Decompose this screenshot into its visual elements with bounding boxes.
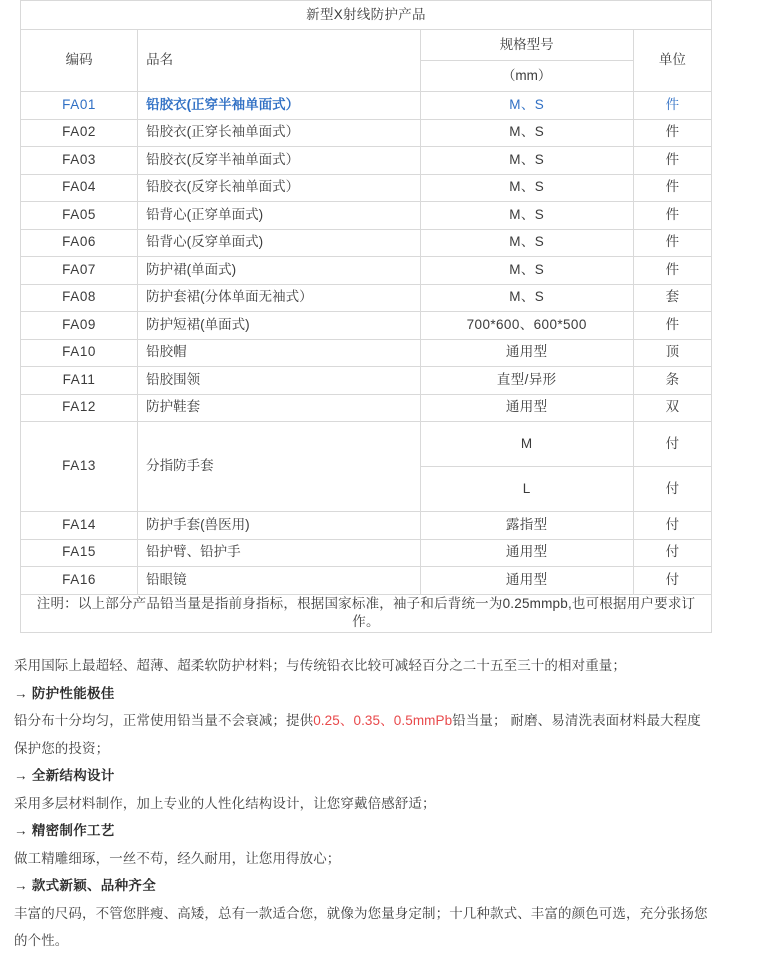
cell-product-code: FA10 [21, 339, 138, 367]
cell-product-code: FA11 [21, 367, 138, 395]
cell-product-unit: 双 [633, 394, 711, 422]
cell-product-name: 分指防手套 [138, 422, 420, 512]
cell-product-spec: M、S [420, 229, 633, 257]
cell-product-name: 防护裙(单面式) [138, 257, 420, 285]
table-row[interactable] [21, 539, 712, 567]
table-body [21, 1, 712, 633]
cell-product-unit: 条 [633, 367, 711, 395]
cell-product-unit: 件 [633, 312, 711, 340]
table-row[interactable] [21, 147, 712, 175]
cell-product-name: 铅背心(反穿单面式) [138, 229, 420, 257]
cell-product-code: FA02 [21, 119, 138, 147]
feature-heading-label: 防护性能极佳 [31, 685, 115, 701]
column-header-spec: 规格型号 [420, 30, 633, 61]
cell-product-name: 铅眼镜 [138, 567, 420, 595]
cell-product-code: FA04 [21, 174, 138, 202]
cell-product-code: FA09 [21, 312, 138, 340]
feature-sections [14, 680, 714, 955]
cell-product-code: FA15 [21, 539, 138, 567]
cell-product-spec: 通用型 [420, 539, 633, 567]
table-header-row-1 [21, 30, 712, 61]
table-row[interactable] [21, 202, 712, 230]
cell-product-spec: M [420, 422, 633, 467]
arrow-right-icon: → [14, 685, 28, 701]
cell-product-name: 防护鞋套 [138, 394, 420, 422]
cell-product-spec: M、S [420, 92, 633, 120]
feature-heading [14, 872, 714, 900]
cell-product-spec: M、S [420, 284, 633, 312]
spec-table-container [20, 0, 712, 633]
cell-product-spec: 通用型 [420, 394, 633, 422]
table-row[interactable] [21, 284, 712, 312]
cell-product-spec: M、S [420, 202, 633, 230]
cell-product-unit: 件 [633, 257, 711, 285]
column-header-code: 编码 [21, 30, 138, 92]
feature-body-text: 铅分布十分均匀，正常使用铅当量不会衰减；提供 [14, 713, 314, 728]
cell-product-spec: M、S [420, 119, 633, 147]
cell-product-unit: 顶 [633, 339, 711, 367]
table-row[interactable] [21, 394, 712, 422]
cell-product-spec: L [420, 467, 633, 512]
cell-product-code: FA03 [21, 147, 138, 175]
page-title: 新型X射线防护产品 [21, 1, 712, 30]
cell-product-name: 铅胶衣(正穿半袖单面式） [138, 92, 420, 120]
cell-product-unit: 付 [633, 539, 711, 567]
cell-product-spec: 露指型 [420, 512, 633, 540]
table-row[interactable] [21, 567, 712, 595]
feature-heading-label: 款式新颖、品种齐全 [31, 878, 157, 893]
lead-equivalent-highlight: 0.25、0.35、0.5mmPb [313, 713, 453, 728]
cell-product-code: FA01 [21, 92, 138, 120]
cell-product-name: 铅胶围领 [138, 367, 420, 395]
table-row[interactable] [21, 512, 712, 540]
cell-product-unit: 件 [633, 92, 711, 120]
cell-product-name: 铅胶衣(正穿长袖单面式） [138, 119, 420, 147]
cell-product-unit: 件 [633, 229, 711, 257]
table-note-row [21, 594, 712, 633]
cell-product-name: 铅胶衣(反穿长袖单面式） [138, 174, 420, 202]
feature-heading-label: 精密制作工艺 [31, 823, 115, 838]
cell-product-code: FA07 [21, 257, 138, 285]
feature-heading [14, 762, 714, 790]
feature-body [14, 707, 714, 762]
cell-product-unit: 件 [633, 202, 711, 230]
cell-product-spec: M、S [420, 174, 633, 202]
table-row[interactable] [21, 257, 712, 285]
cell-product-spec: M、S [420, 147, 633, 175]
feature-body: 丰富的尺码，不管您胖瘦、高矮，总有一款适合您，就像为您量身定制；十几种款式、丰富的颜色可选，充分张扬您的个性。 [14, 905, 708, 948]
cell-product-code: FA13 [21, 422, 138, 512]
cell-product-unit: 付 [633, 512, 711, 540]
feature-heading [14, 817, 714, 845]
arrow-right-icon: → [14, 768, 28, 783]
cell-product-name: 铅护臂、铅护手 [138, 539, 420, 567]
column-header-name: 品名 [138, 30, 420, 92]
feature-body-text: 铅当量； 耐磨、易清洗表面材料最大程度保护您的投资； [14, 713, 701, 756]
table-note: 注明：以上部分产品铅当量是指前身指标，根据国家标准，袖子和后背统一为0.25mmpb,也可根据用户要求订作。 [21, 594, 712, 633]
table-row[interactable] [21, 367, 712, 395]
cell-product-code: FA05 [21, 202, 138, 230]
cell-product-spec: 直型/异形 [420, 367, 633, 395]
feature-heading-label: 全新结构设计 [31, 768, 115, 783]
table-row[interactable] [21, 119, 712, 147]
cell-product-spec: M、S [420, 257, 633, 285]
cell-product-name: 铅胶衣(反穿半袖单面式） [138, 147, 420, 175]
cell-product-spec: 通用型 [420, 567, 633, 595]
cell-product-unit: 付 [633, 422, 711, 467]
cell-product-spec: 700*600、600*500 [420, 312, 633, 340]
feature-heading [14, 680, 714, 708]
table-row[interactable] [21, 339, 712, 367]
cell-product-name: 铅胶帽 [138, 339, 420, 367]
table-row[interactable] [21, 229, 712, 257]
column-header-spec-unit: （mm） [420, 61, 633, 92]
column-header-unit: 单位 [633, 30, 711, 92]
product-spec-table [20, 0, 712, 633]
cell-product-unit: 付 [633, 467, 711, 512]
cell-product-code: FA16 [21, 567, 138, 595]
cell-product-unit: 件 [633, 147, 711, 175]
feature-body: 采用多层材料制作，加上专业的人性化结构设计，让您穿戴倍感舒适； [14, 795, 436, 811]
table-row[interactable] [21, 92, 712, 120]
cell-product-code: FA14 [21, 512, 138, 540]
cell-product-name: 铅背心(正穿单面式) [138, 202, 420, 230]
cell-product-name: 防护短裙(单面式) [138, 312, 420, 340]
arrow-right-icon: → [14, 878, 28, 893]
product-description [14, 652, 714, 955]
table-row[interactable] [21, 174, 712, 202]
cell-product-code: FA08 [21, 284, 138, 312]
cell-product-code: FA12 [21, 394, 138, 422]
cell-product-name: 防护手套(兽医用) [138, 512, 420, 540]
cell-product-name: 防护套裙(分体单面无袖式） [138, 284, 420, 312]
feature-body: 做工精雕细琢，一丝不苟，经久耐用，让您用得放心； [14, 850, 341, 866]
table-row[interactable] [21, 312, 712, 340]
cell-product-unit: 件 [633, 174, 711, 202]
arrow-right-icon: → [14, 823, 28, 838]
cell-product-spec: 通用型 [420, 339, 633, 367]
cell-product-unit: 付 [633, 567, 711, 595]
intro-paragraph: 采用国际上最超轻、超薄、超柔软防护材料；与传统铅衣比较可减轻百分之二十五至三十的相对重量； [14, 658, 626, 673]
cell-product-unit: 件 [633, 119, 711, 147]
cell-product-code: FA06 [21, 229, 138, 257]
table-row[interactable] [21, 422, 712, 467]
table-title-row [21, 1, 712, 30]
cell-product-unit: 套 [633, 284, 711, 312]
